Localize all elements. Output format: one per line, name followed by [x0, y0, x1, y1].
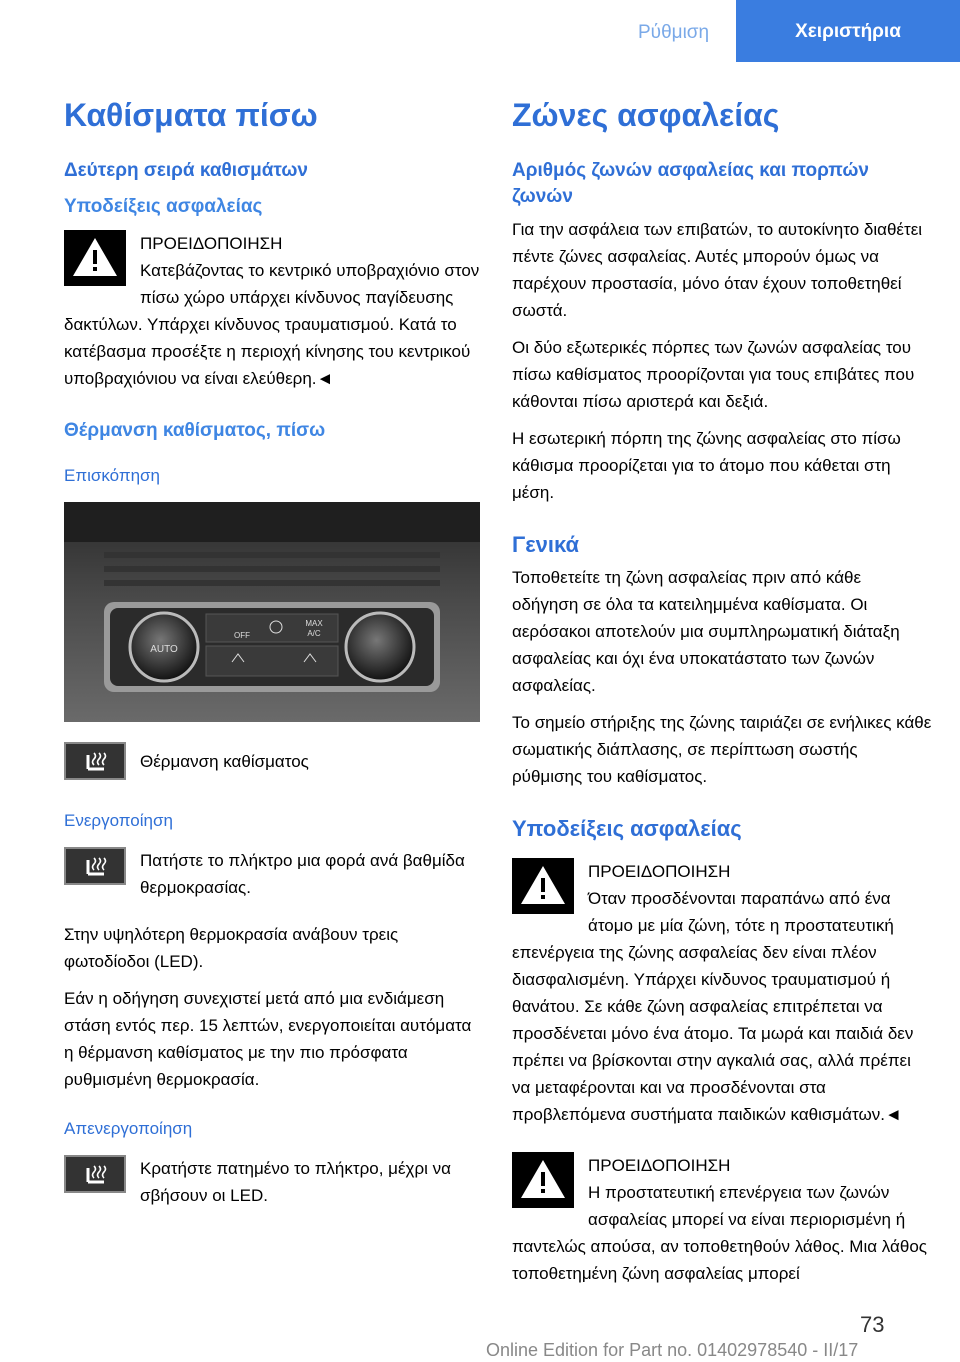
- seat-heating-icon: [64, 847, 126, 885]
- heating-heading: Θέρμανση καθίσματος, πίσω: [64, 420, 326, 441]
- activation-heading: Ενεργοποίηση: [64, 811, 173, 830]
- max-label: MAX: [305, 619, 323, 628]
- warning-icon: [512, 1152, 574, 1208]
- deactivation-block: [64, 1155, 484, 1219]
- section-title: Ζώνες ασφαλείας: [512, 97, 780, 133]
- paragraph: Τοποθετείτε τη ζώνη ασφαλείας πριν από κάθε οδήγηση σε όλα τα κατειλημμένα καθίσματα. Οι αερόσακοι αποτελούν μια συμπληρωματική διάταξη ασφαλείας και όχι ένα υποκατάστατο των ζωνών ασφαλείας.: [512, 568, 900, 695]
- warning-icon: [512, 858, 574, 914]
- warning-text: Κατεβάζοντας το κεντρικό υποβραχιόνιο στον πίσω χώρο υπάρχει κίνδυνος παγίδευσης δακτύλων. Υπάρχει κίνδυνος τραυματισμού. Κατά το κατέβασμα προσέξτε η περιοχή κίνησης του κεντρικού υποβραχιόνιου να είναι ελεύθερη.◄: [64, 261, 480, 388]
- activation-block: [64, 847, 484, 911]
- icon-caption: Θέρμανση καθίσματος: [140, 752, 309, 771]
- page-header: [0, 0, 960, 62]
- paragraph: Για την ασφάλεια των επιβατών, το αυτοκίνητο διαθέτει πέντε ζώνες ασφαλείας. Αυτές μπορούν όμως να παρέχουν προστασία, μόνο όταν έχουν τοποθετηθεί σωστά.: [512, 220, 923, 320]
- warning-block: [512, 1152, 932, 1287]
- right-column: [512, 96, 932, 1287]
- page-number: 73: [860, 1312, 885, 1337]
- warning-text: Όταν προσδένονται παραπάνω από ένα άτομο με μία ζώνη, τότε η προστατευτική επενέργεια της ζώνης ασφαλείας δεν είναι πλέον διασφαλισμένη. Υπάρχει κίνδυνος τραυματισμού ή θανάτου. Σε κάθε ζώνη ασφαλείας επιτρέπεται να προσδένεται μόνο ένα άτομο. Τα μωρά και παιδιά δεν πρέπει να βρίσκονται στην αγκαλιά σας, αλλά πρέπει να μεταφέρονται και να προσδένονται στα προβλεπόμενα συστήματα παιδικών καθισμάτων.◄: [512, 889, 914, 1124]
- deactivation-text: Κρατήστε πατημένο το πλήκτρο, μέχρι να σβήσουν οι LED.: [140, 1159, 451, 1205]
- paragraph: Το σημείο στήριξης της ζώνης ταιριάζει σε ενήλικες κάθε σωματικής διάπλασης, σε περίπτωση σωστής ρύθμισης του καθίσματος.: [512, 713, 932, 786]
- warning-label: ΠΡΟΕΙΔΟΠΟΙΗΣΗ: [588, 862, 731, 881]
- general-heading: Γενικά: [512, 532, 580, 557]
- activation-text: Πατήστε το πλήκτρο μια φορά ανά βαθμίδα θερμοκρασίας.: [140, 851, 465, 897]
- header-tab-setup[interactable]: Ρύθμιση: [638, 22, 710, 43]
- header-tab-controls-label: Χειριστήρια: [795, 21, 901, 42]
- off-label: OFF: [234, 631, 250, 640]
- warning-text: Η προστατευτική επενέργεια των ζωνών ασφαλείας μπορεί να είναι περιορισμένη ή παντελώς απούσα, αν τοποθετηθούν λάθος. Μια λάθος τοποθετημένη ζώνη ασφαλείας μπορεί: [512, 1183, 927, 1283]
- warning-label: ΠΡΟΕΙΔΟΠΟΙΗΣΗ: [140, 234, 283, 253]
- overview-heading: Επισκόπηση: [64, 466, 160, 485]
- warning-block: [512, 858, 932, 1128]
- auto-label: AUTO: [150, 644, 178, 655]
- safety-heading: Υποδείξεις ασφαλείας: [64, 196, 263, 217]
- subsection-title: Αριθμός ζωνών ασφαλείας και πορπών ζωνών: [512, 160, 869, 207]
- seat-heating-icon: [64, 1155, 126, 1193]
- activation-paragraph-2: Στην υψηλότερη θερμοκρασία ανάβουν τρεις φωτοδίοδοι (LED).: [64, 925, 399, 971]
- deactivation-heading: Απενεργοποίηση: [64, 1119, 193, 1138]
- safety-heading: Υποδείξεις ασφαλείας: [512, 816, 742, 841]
- paragraph: Οι δύο εξωτερικές πόρπες των ζωνών ασφαλείας του πίσω καθίσματος προορίζονται για τους επιβάτες που κάθονται πίσω αριστερά και δεξιά.: [512, 338, 915, 411]
- subsection-title: Δεύτερη σειρά καθισμάτων: [64, 160, 308, 181]
- paragraph: Η εσωτερική πόρπη της ζώνης ασφαλείας στο πίσω κάθισμα προορίζεται για το άτομο που κάθεται στη μέση.: [512, 429, 901, 502]
- section-title: Καθίσματα πίσω: [64, 97, 318, 133]
- activation-paragraph-3: Εάν η οδήγηση συνεχιστεί μετά από μια ενδιάμεση στάση εντός περ. 15 λεπτών, ενεργοποιείται αυτόματα η θέρμανση καθίσματος με την πιο πρόσφατα ρυθμισμένη θερμοκρασία.: [64, 989, 472, 1089]
- header-tab-controls[interactable]: [736, 0, 960, 62]
- seat-heating-icon: [64, 742, 126, 780]
- warning-label: ΠΡΟΕΙΔΟΠΟΙΗΣΗ: [588, 1156, 731, 1175]
- warning-icon: [64, 230, 126, 286]
- seat-heating-legend: [64, 742, 484, 785]
- climate-panel-photo: [64, 502, 480, 722]
- left-column: [64, 96, 484, 1229]
- ac-label: A/C: [307, 629, 321, 638]
- warning-block: [64, 230, 484, 392]
- edition-footer: Online Edition for Part no. 01402978540 - II/17: [486, 1340, 859, 1360]
